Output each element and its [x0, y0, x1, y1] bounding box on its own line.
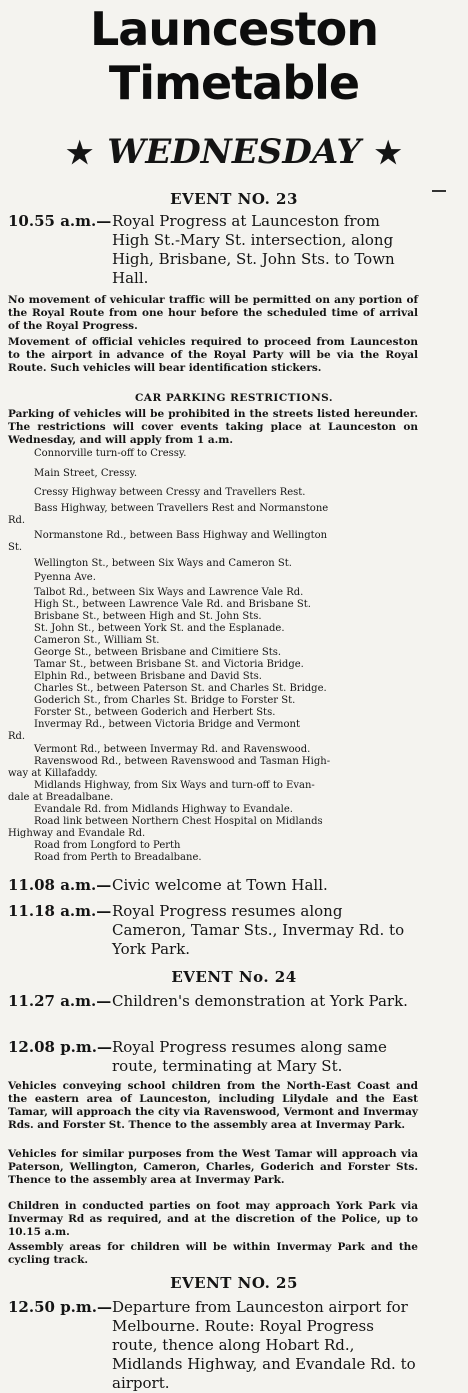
star-icon: ★ [374, 136, 402, 171]
event-23-heading: EVENT NO. 23 [170, 190, 298, 208]
progress-resumes-time: 11.18 a.m.— [8, 902, 112, 920]
event-25-time: 12.50 p.m.— [8, 1298, 112, 1316]
civic-welcome-time: 11.08 a.m.— [8, 876, 112, 894]
event-23-description: Royal Progress at Launceston from High St.-Mary St. intersection, along High, Brisbane, St. John Sts. to Town Hall. [112, 212, 395, 287]
list-item: Cressy Highway between Cressy and Travellers Rest. [34, 487, 306, 498]
parking-heading: CAR PARKING RESTRICTIONS. [134, 392, 334, 404]
official-vehicles-notice: Movement of official vehicles required to proceed from Launceston to the airport in advance of the Royal Party will be via the Royal Route. Such vehicles will bear identification stickers. [8, 336, 418, 374]
list-item: St. [8, 542, 23, 553]
list-item: Connorville turn-off to Cressy. [34, 448, 187, 459]
civic-welcome-description: Civic welcome at Town Hall. [112, 876, 328, 894]
event-24-description-2: Royal Progress resumes along same route, terminating at Mary St. [112, 1038, 387, 1075]
day-heading [0, 132, 468, 174]
list-item: Road from Longford to Perth [34, 840, 181, 851]
list-item: Cameron St., William St. [34, 635, 160, 646]
event-25-heading: EVENT NO. 25 [170, 1274, 298, 1292]
list-item: Evandale Rd. from Midlands Highway to Evandale. [34, 804, 293, 815]
list-item: Vermont Rd., between Invermay Rd. and Ravenswood. [34, 744, 311, 755]
list-item: Goderich St., from Charles St. Bridge to Forster St. [34, 695, 296, 706]
list-item: Ravenswood Rd., between Ravenswood and Tasman High- [34, 756, 331, 767]
list-item: Road from Perth to Breadalbane. [34, 852, 202, 863]
list-item: High St., between Lawrence Vale Rd. and Brisbane St. [34, 599, 311, 610]
star-icon: ★ [66, 136, 94, 171]
list-item: Road link between Northern Chest Hospital on Midlands [34, 816, 323, 827]
event-24-description: Children's demonstration at York Park. [112, 992, 408, 1010]
list-item: Talbot Rd., between Six Ways and Lawrence Vale Rd. [34, 587, 304, 598]
event-23-time: 10.55 a.m.— [8, 212, 112, 230]
list-item: George St., between Brisbane and Cimitiere Sts. [34, 647, 282, 658]
list-item: Brisbane St., between High and St. John Sts. [34, 611, 262, 622]
list-item: Normanstone Rd., between Bass Highway and Wellington [34, 530, 328, 541]
list-item: Forster St., between Goderich and Herbert Sts. [34, 707, 276, 718]
list-item: dale at Breadalbane. [8, 792, 114, 803]
assembly-areas-notice: Assembly areas for children will be within Invermay Park and the cycling track. [8, 1241, 418, 1266]
list-item: Pyenna Ave. [34, 572, 96, 583]
list-item: Midlands Highway, from Six Ways and turn-off to Evan- [34, 780, 315, 791]
parking-intro: Parking of vehicles will be prohibited in the streets listed hereunder. The restrictions will cover events taking place at Launceston on Wednesday, and will apply from 1 a.m. [8, 408, 418, 446]
event-24-time-2: 12.08 p.m.— [8, 1038, 112, 1056]
event-25-description: Departure from Launceston airport for Melbourne. Route: Royal Progress route, thence along Hobart Rd., Midlands Highway, and Evandale Rd. to airport. [112, 1298, 416, 1392]
list-item: Tamar St., between Brisbane St. and Victoria Bridge. [34, 659, 304, 670]
list-item: St. John St., between York St. and the Esplanade. [34, 623, 285, 634]
day-label: WEDNESDAY [107, 132, 361, 172]
list-item: Rd. [8, 731, 26, 742]
progress-resumes-description: Royal Progress resumes along Cameron, Tamar Sts., Invermay Rd. to York Park. [112, 902, 405, 958]
list-item: Invermay Rd., between Victoria Bridge and Vermont [34, 719, 301, 730]
west-vehicles-notice: Vehicles for similar purposes from the West Tamar will approach via Paterson, Wellington, Cameron, Charles, Goderich and Forster Sts. Thence to the assembly area at Invermay Park. [8, 1148, 418, 1186]
event-24-time: 11.27 a.m.— [8, 992, 112, 1010]
list-item: Bass Highway, between Travellers Rest and Normanstone [34, 503, 329, 514]
event-24-heading: EVENT No. 24 [171, 968, 297, 986]
list-item: Wellington St., between Six Ways and Cameron St. [34, 558, 292, 569]
list-item: Rd. [8, 515, 26, 526]
list-item: Main Street, Cressy. [34, 468, 137, 479]
list-item: way at Killafaddy. [8, 768, 98, 779]
east-vehicles-notice: Vehicles conveying school children from the North-East Coast and the eastern area of Launceston, including Lilydale and the East Tamar, will approach the city via Ravenswood, Vermont and Invermay Rds. and Forster St. Thence to the assembly area at Invermay Park. [8, 1080, 418, 1131]
title-line-2: Timetable [108, 56, 360, 110]
list-item: Elphin Rd., between Brisbane and David Sts. [34, 671, 262, 682]
list-item: Highway and Evandale Rd. [8, 828, 146, 839]
traffic-notice: No movement of vehicular traffic will be permitted on any portion of the Royal Route from one hour before the scheduled time of arrival of the Royal Progress. [8, 294, 418, 332]
list-item: Charles St., between Paterson St. and Charles St. Bridge. [34, 683, 327, 694]
children-on-foot-notice: Children in conducted parties on foot may approach York Park via Invermay Rd as required, and at the discretion of the Police, up to 10.15 a.m. [8, 1200, 418, 1238]
title-line-1: Launceston [89, 2, 379, 56]
